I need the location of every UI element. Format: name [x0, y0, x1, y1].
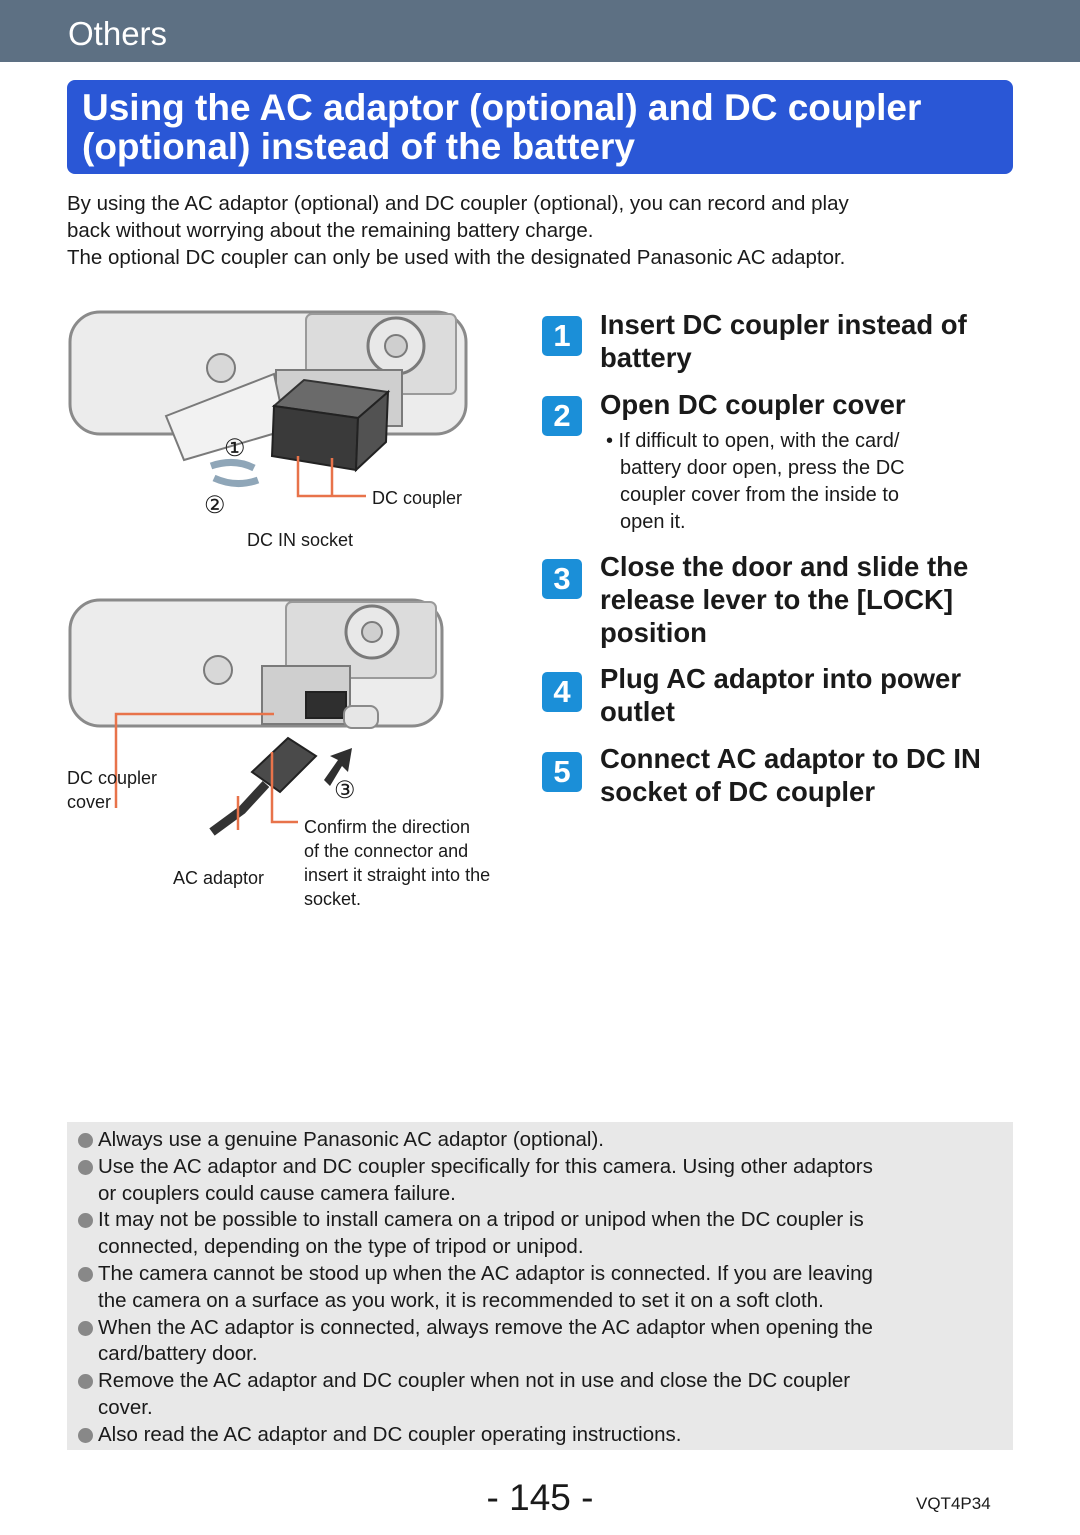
- dc-coupler-label: DC coupler: [372, 488, 463, 508]
- step-1-badge: 1: [542, 316, 582, 356]
- step-marker-2: ②: [204, 492, 226, 519]
- step-marker-3: ③: [334, 777, 356, 804]
- note-item: The camera cannot be stood up when the AC adaptor is connected. If you are leaving the camera on a surface as you work, it is recommended to set it on a soft cloth.: [76, 1261, 873, 1315]
- step-2-title: Open DC coupler cover: [600, 389, 906, 420]
- title-banner: [67, 80, 1013, 174]
- note-item: It may not be possible to install camera on a tripod or unipod when the DC coupler is connected, depending on the type of tripod or unipod.: [76, 1207, 873, 1261]
- intro-line-3: The optional DC coupler can only be used with the designated Panasonic AC adaptor.: [67, 246, 846, 269]
- bullet-icon: [78, 1160, 93, 1175]
- bullet-icon: [78, 1321, 93, 1336]
- step-3-badge: 3: [542, 559, 582, 599]
- note-item: Always use a genuine Panasonic AC adaptor (optional).: [76, 1127, 873, 1154]
- page-title-line-2: (optional) instead of the battery: [82, 126, 635, 167]
- connector-direction-note: Confirm the direction of the connector and insert it straight into the socket.: [304, 817, 491, 909]
- page-number: - 145 -: [486, 1477, 594, 1518]
- dc-coupler-cover-label: DC coupler cover: [67, 768, 158, 812]
- note-item: Use the AC adaptor and DC coupler specifically for this camera. Using other adaptors or couplers could cause camera failure.: [76, 1154, 873, 1208]
- step-2-badge: 2: [542, 396, 582, 436]
- bullet-icon: [78, 1213, 93, 1228]
- dc-in-socket-label: DC IN socket: [247, 530, 354, 550]
- step-5-title: Connect AC adaptor to DC IN socket of DC coupler: [600, 743, 981, 807]
- bullet-icon: [78, 1267, 93, 1282]
- bullet-icon: [78, 1133, 93, 1148]
- bullet-icon: [78, 1374, 93, 1389]
- page-title-line-1: Using the AC adaptor (optional) and DC coupler: [82, 87, 922, 128]
- note-item: Also read the AC adaptor and DC coupler operating instructions.: [76, 1422, 873, 1449]
- section-label: Others: [68, 15, 168, 52]
- notes-list: [76, 1127, 873, 1449]
- ac-adaptor-label: AC adaptor: [173, 868, 265, 888]
- step-marker-1: ①: [224, 435, 246, 462]
- step-2-note: • If difficult to open, with the card/ battery door open, press the DC coupler cover from the inside to open it.: [606, 430, 905, 533]
- page-title: [82, 88, 1013, 166]
- step-4-title: Plug AC adaptor into power outlet: [600, 663, 962, 727]
- bullet-icon: [78, 1428, 93, 1443]
- model-code: VQT4P34: [916, 1494, 991, 1513]
- intro-line-1: By using the AC adaptor (optional) and DC coupler (optional), you can record and play: [67, 192, 849, 215]
- step-5-badge: 5: [542, 752, 582, 792]
- step-3-title: Close the door and slide the release lever to the [LOCK] position: [600, 551, 969, 648]
- step-4-badge: 4: [542, 672, 582, 712]
- note-item: Remove the AC adaptor and DC coupler when not in use and close the DC coupler cover.: [76, 1368, 873, 1422]
- intro-line-2: back without worrying about the remaining battery charge.: [67, 219, 594, 242]
- note-item: When the AC adaptor is connected, always remove the AC adaptor when opening the card/battery door.: [76, 1315, 873, 1369]
- step-1-title: Insert DC coupler instead of battery: [600, 309, 967, 373]
